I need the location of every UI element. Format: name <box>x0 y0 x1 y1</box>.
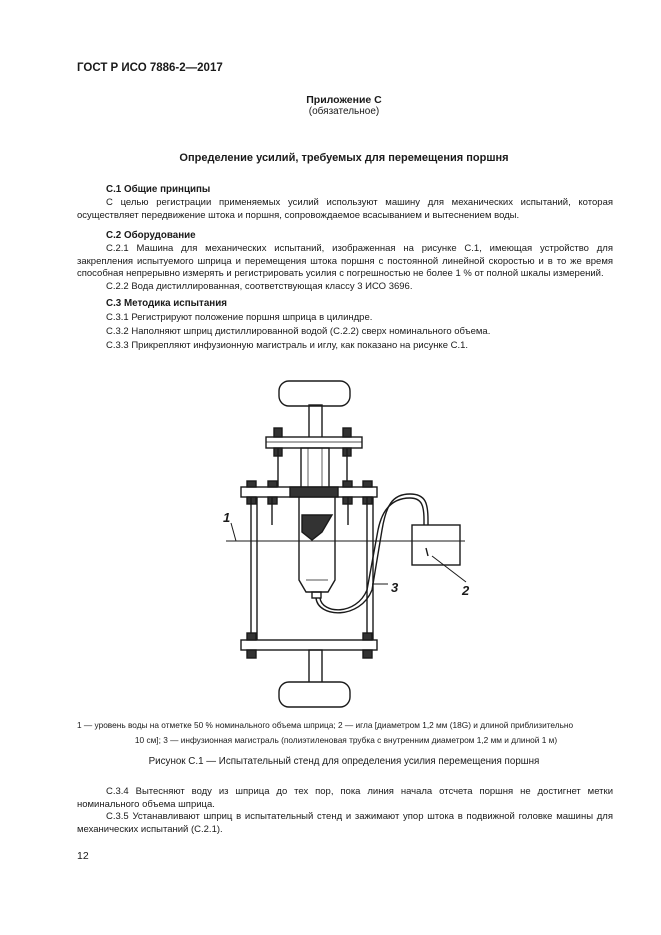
lower-rod <box>309 650 322 684</box>
syringe-piston <box>302 515 332 540</box>
paragraph-c2-1: С.2.1 Машина для механических испытаний, изображенная на рисунке С.1, имеющая устройство для закрепления испытуемого шприца и перемещения штока поршня с постоянной линейной скоростью и в то же время способная непрерывно измерять и регистрировать усилия с погрешностью не более 1 % от полной шкалы измерений. <box>77 243 613 279</box>
paragraph-c3-3: С.3.3 Прикрепляют инфузионную магистраль и иглу, как показано на рисунке С.1. <box>106 340 469 351</box>
test-stand-figure <box>0 370 661 710</box>
figure-caption: Рисунок С.1 — Испытательный стенд для определения усилия перемещения поршня <box>148 756 540 767</box>
syringe-barrel <box>299 497 335 592</box>
paragraph-c3-4: С.3.4 Вытесняют воду из шприца до тех пор, пока линия начала отсчета поршня не достигнет метки номинального объема шприца. <box>77 786 613 810</box>
document-header-id: ГОСТ Р ИСО 7886-2—2017 <box>77 62 223 74</box>
infusion-tube <box>316 494 428 613</box>
plunger-rod <box>301 448 329 488</box>
callout-3: 3 <box>391 580 399 595</box>
bottom-handle <box>279 682 350 707</box>
section-heading-c2: С.2 Оборудование <box>106 230 196 241</box>
callout-2: 2 <box>462 583 470 598</box>
annex-status: (обязательное) <box>308 106 380 117</box>
paragraph-c2-2: С.2.2 Вода дистиллированная, соответствующая классу 3 ИСО 3696. <box>106 281 413 292</box>
page-number: 12 <box>77 850 89 862</box>
upper-plate <box>266 437 362 448</box>
top-handle <box>279 381 350 406</box>
paragraph-c3-5: С.3.5 Устанавливают шприц в испытательный стенд и зажимают упор штока в подвижной головке машины для механических испытаний (С.2.1). <box>77 811 613 835</box>
figure-legend-line-2: 10 см]; 3 — инфузионная магистраль (полиэтиленовая трубка с внутренним диаметром 1,2 мм и длиной 1 м) <box>134 735 558 745</box>
section-heading-c1: С.1 Общие принципы <box>106 184 211 195</box>
paragraph-c3-1: С.3.1 Регистрируют положение поршня шприца в цилиндре. <box>106 312 373 323</box>
section-heading-c3: С.3 Методика испытания <box>106 298 227 309</box>
callout-1: 1 <box>223 510 231 525</box>
syringe-tip <box>312 592 321 598</box>
paragraph-c3-2: С.3.2 Наполняют шприц дистиллированной водой (С.2.2) сверх номинального объема. <box>106 326 491 337</box>
paragraph-c1: С целью регистрации применяемых усилий используют машину для механических испытаний, которая осуществляет передвижение штока и поршня, сопровождаемое всасыванием и вытеснением воды. <box>77 197 613 221</box>
figure-legend-line-1: 1 — уровень воды на отметке 50 % номинального объема шприца; 2 — игла [диаметром 1,2 мм (18G) и длиной приблизительно <box>77 720 574 730</box>
page-title: Определение усилий, требуемых для перемещения поршня <box>179 152 509 164</box>
lower-plate <box>241 640 377 650</box>
annex-title: Приложение С <box>306 94 382 106</box>
